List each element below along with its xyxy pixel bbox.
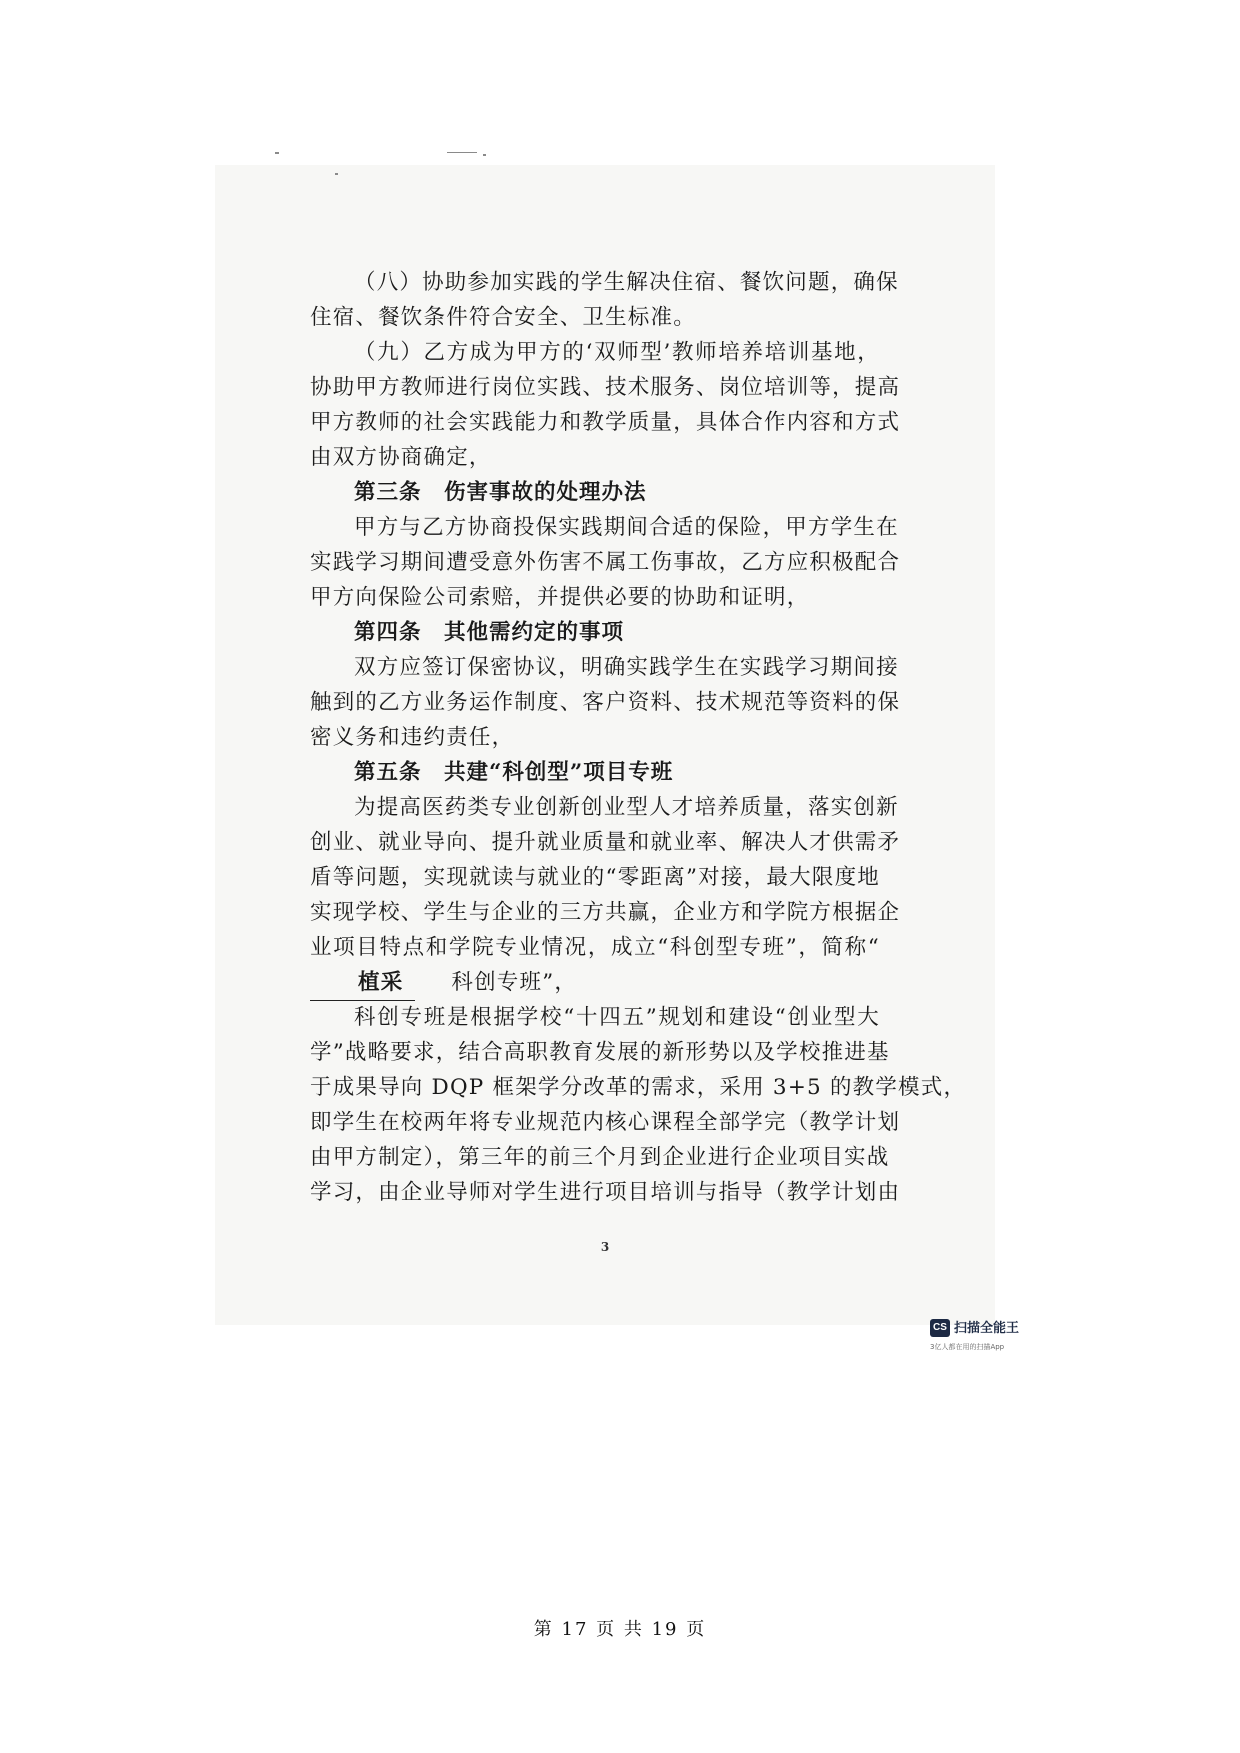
scan-page-number: 3 [600, 1240, 610, 1254]
text-line: 于成果导向 DQP 框架学分改革的需求，采用 3+5 的教学模式， [310, 1075, 967, 1100]
text-line: （八）协助参加实践的学生解决住宿、餐饮问题，确保 [354, 270, 899, 295]
camscanner-watermark [930, 1315, 1050, 1360]
speck [447, 152, 477, 153]
text-line: 盾等问题，实现就读与就业的“零距离”对接，最大限度地 [310, 865, 880, 890]
section-heading: 第四条 其他需约定的事项 [354, 620, 625, 645]
cs-logo-icon: CS [930, 1319, 950, 1337]
text-line: 协助甲方教师进行岗位实践、技术服务、岗位培训等，提高 [310, 375, 901, 400]
text-line: 触到的乙方业务运作制度、客户资料、技术规范等资料的保 [310, 690, 901, 715]
text-line: 住宿、餐饮条件符合安全、卫生标准。 [310, 305, 696, 330]
scan-specks [215, 165, 995, 225]
document-body [310, 265, 967, 1210]
speck [335, 173, 338, 175]
text-line: 为提高医药类专业创新创业型人才培养质量，落实创新 [354, 795, 899, 820]
blank-line-rest: 科创专班”， [451, 970, 578, 995]
text-line: 实践学习期间遭受意外伤害不属工伤事故，乙方应积极配合 [310, 550, 901, 575]
text-line: 科创专班是根据学校“十四五”规划和建设“创业型大 [354, 1005, 880, 1030]
text-line: 即学生在校两年将专业规范内核心课程全部学完（教学计划 [310, 1110, 901, 1135]
text-line: 甲方与乙方协商投保实践期间合适的保险，甲方学生在 [354, 515, 899, 540]
text-line: 甲方教师的社会实践能力和教学质量，具体合作内容和方式 [310, 410, 901, 435]
text-line: 实现学校、学生与企业的三方共赢，企业方和学院方根据企 [310, 900, 901, 925]
text-line: 学”战略要求，结合高职教育发展的新形势以及学校推进基 [310, 1040, 890, 1065]
text-line: 由双方协商确定， [310, 445, 492, 470]
watermark-name: 扫描全能王 [954, 1321, 1020, 1336]
speck [483, 154, 486, 156]
text-line: （九）乙方成为甲方的‘双师型’教师培养培训基地， [354, 340, 880, 365]
text-line: 密义务和违约责任， [310, 725, 515, 750]
section-heading: 第三条 伤害事故的处理办法 [354, 480, 647, 505]
text-line: 学习，由企业导师对学生进行项目培训与指导（教学计划由 [310, 1180, 901, 1205]
speck [275, 152, 279, 154]
page-footer: 第 17 页 共 19 页 [533, 1619, 707, 1640]
text-line: 甲方向保险公司索赔，并提供必要的协助和证明， [310, 585, 810, 610]
text-line: 由甲方制定），第三年的前三个月到企业进行企业项目实战 [310, 1145, 890, 1170]
section-heading: 第五条 共建“科创型”项目专班 [354, 760, 674, 785]
filled-blank: 植采 [310, 965, 415, 1001]
text-line: 创业、就业导向、提升就业质量和就业率、解决人才供需矛 [310, 830, 901, 855]
text-line: 双方应签订保密协议，明确实践学生在实践学习期间接 [354, 655, 899, 680]
text-line: 业项目特点和学院专业情况，成立“科创型专班”，简称“ [310, 935, 880, 960]
scanned-page [215, 165, 995, 1325]
blank-line [310, 965, 880, 1000]
watermark-tagline: 3亿人都在用的扫描App [930, 1343, 1005, 1351]
